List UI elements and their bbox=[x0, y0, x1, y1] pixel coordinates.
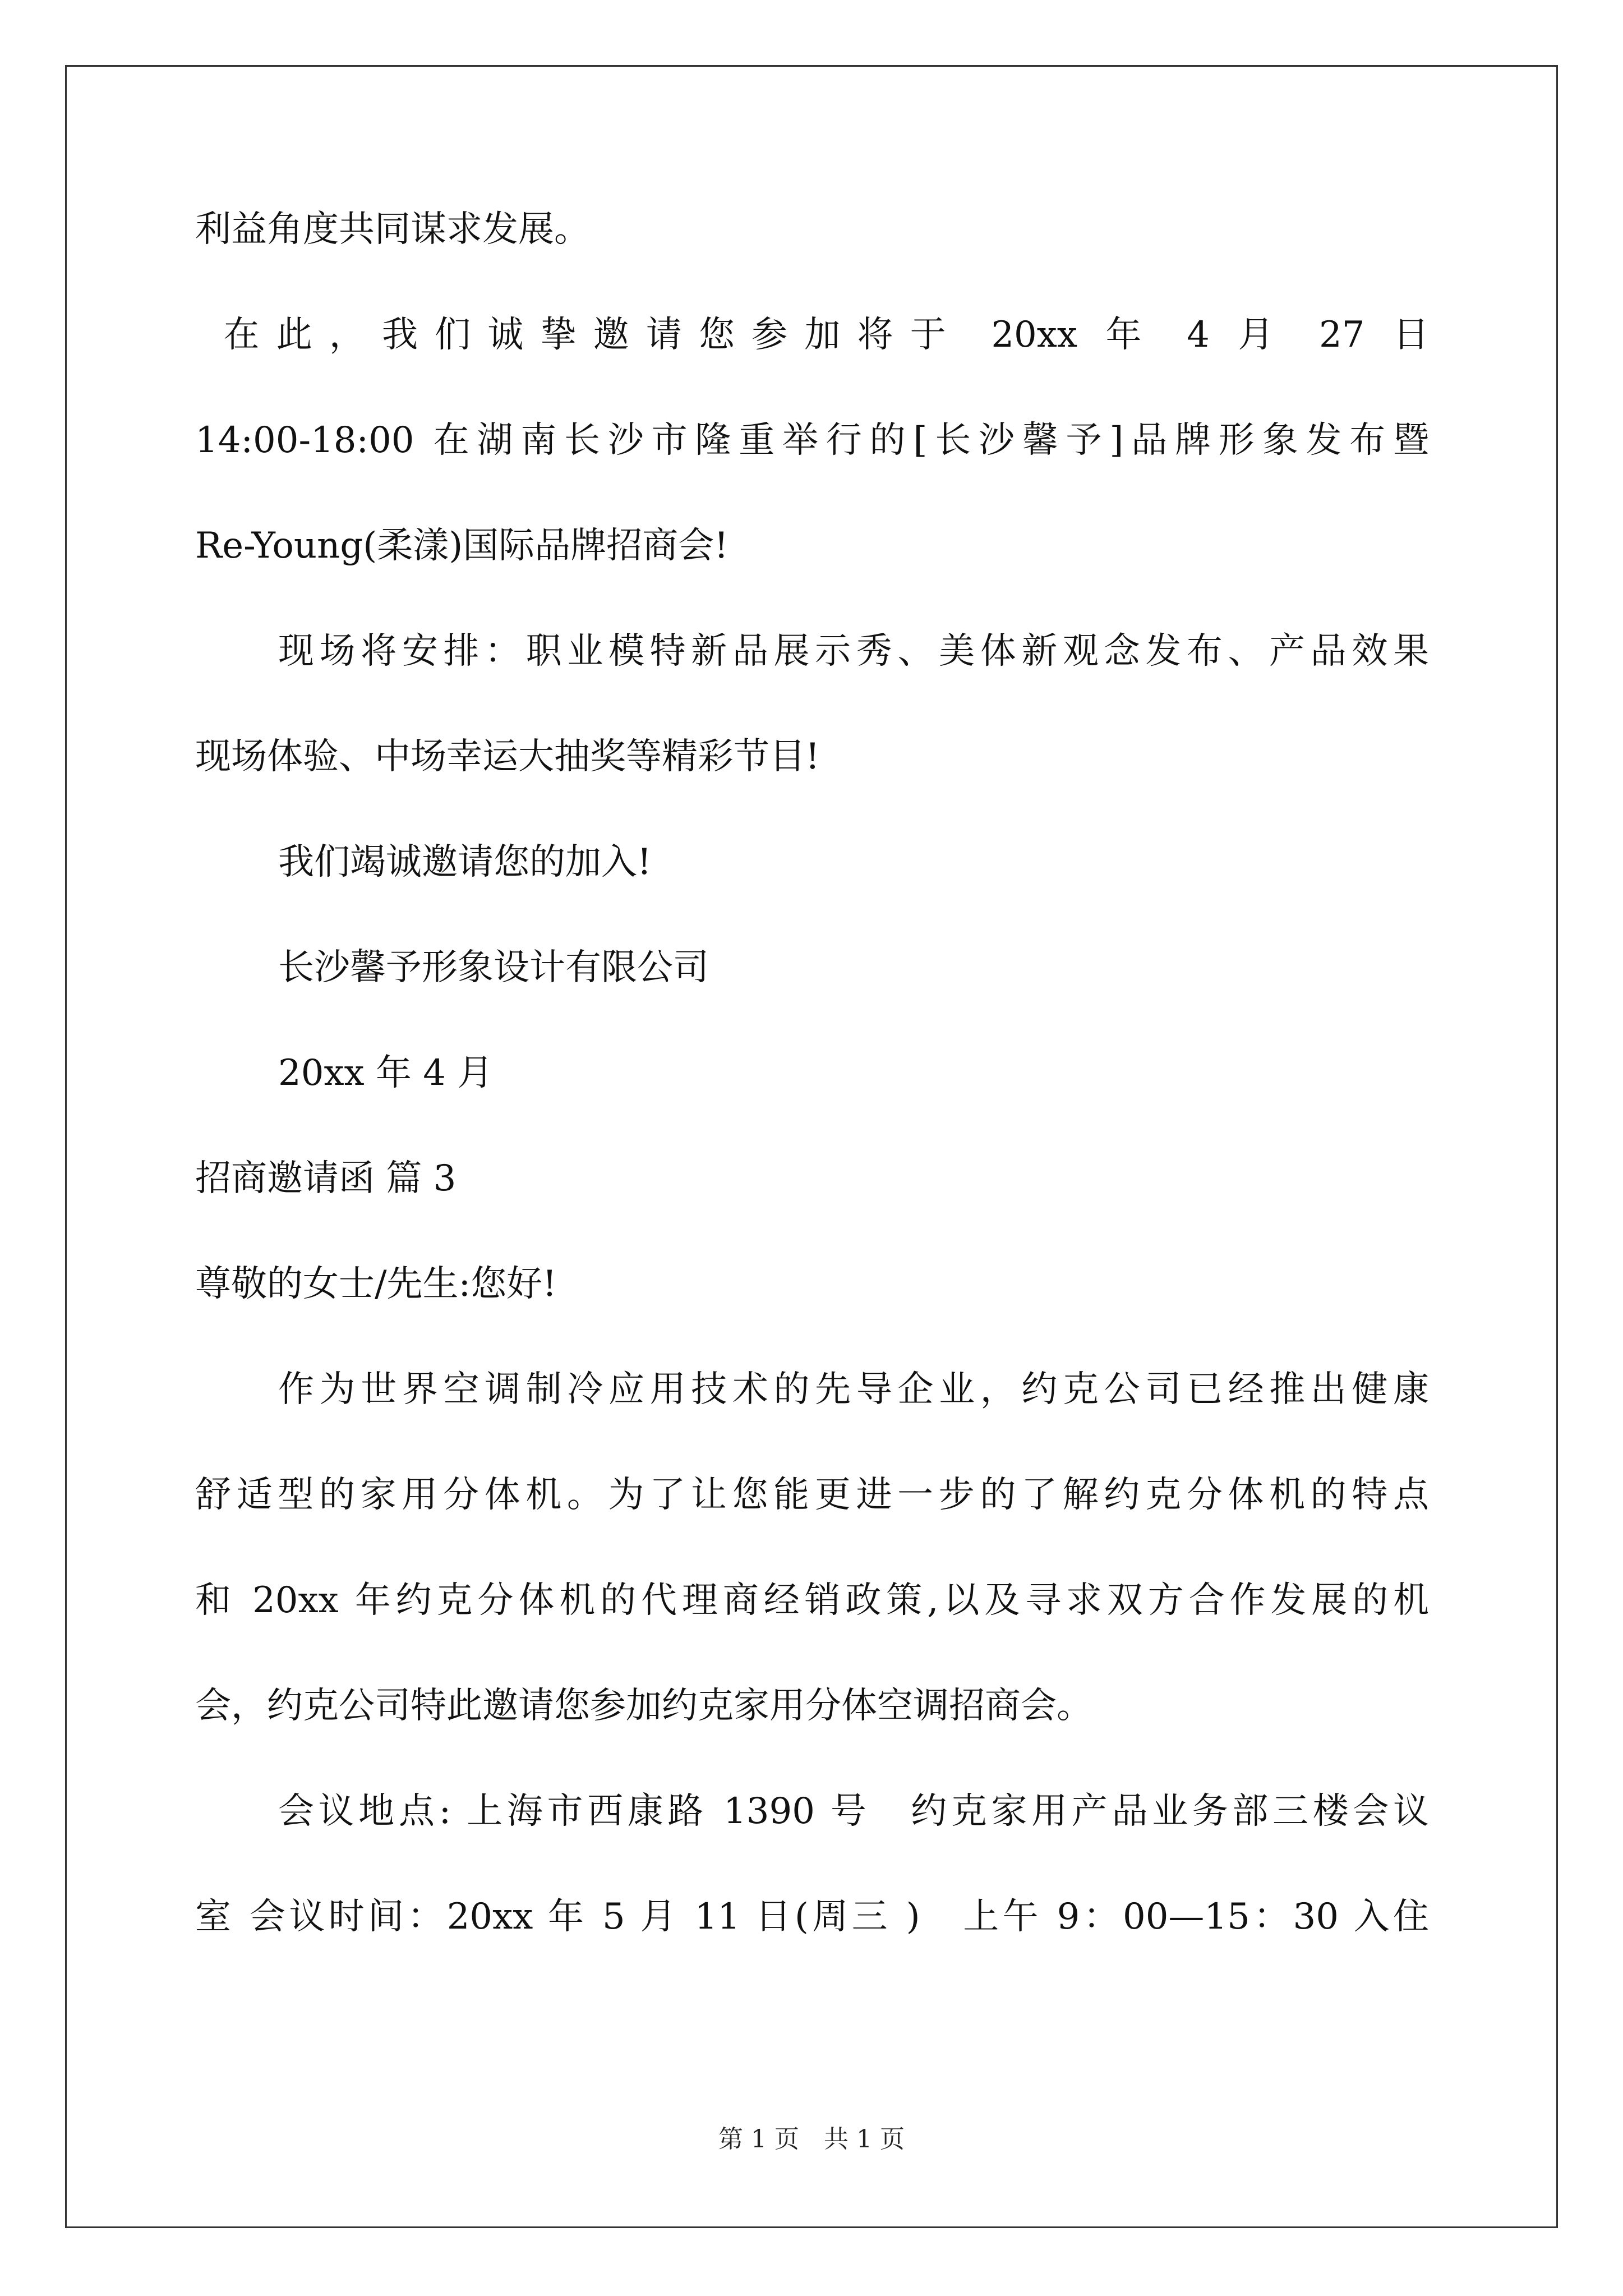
paragraph-line: 会议地点: 上海市西康路 1390 号 约克家用产品业务部三楼会议 bbox=[278, 1791, 1429, 1832]
paragraph-line: 14:00-18:00 在湖南长沙市隆重举行的[长沙馨予]品牌形象发布暨 bbox=[195, 420, 1429, 461]
paragraph-line: 利益角度共同谋求发展。 bbox=[195, 209, 590, 250]
paragraph-line: 舒适型的家用分体机。为了让您能更进一步的了解约克分体机的特点 bbox=[195, 1474, 1429, 1516]
paragraph-line: 我们竭诚邀请您的加入! bbox=[278, 841, 652, 883]
paragraph-line: 现场体验、中场幸运大抽奖等精彩节目! bbox=[195, 736, 820, 777]
paragraph-line: 作为世界空调制冷应用技术的先导企业，约克公司已经推出健康 bbox=[278, 1369, 1429, 1410]
page-footer: 第 1 页 共 1 页 bbox=[718, 2125, 905, 2154]
paragraph-line: 在此，我们诚挚邀请您参加将于 20xx 年 4 月 27 日 bbox=[195, 314, 1429, 356]
paragraph-line: 室 会议时间：20xx 年 5 月 11 日(周三 ) 上午 9：00—15：30 入住 bbox=[195, 1896, 1429, 1938]
paragraph-line: 现场将安排：职业模特新品展示秀、美体新观念发布、产品效果 bbox=[278, 631, 1429, 672]
signature-date: 20xx 年 4 月 bbox=[278, 1052, 494, 1094]
signature-company: 长沙馨予形象设计有限公司 bbox=[278, 947, 709, 988]
section-heading: 招商邀请函 篇 3 bbox=[195, 1158, 457, 1199]
paragraph-line: 和 20xx 年约克分体机的代理商经销政策,以及寻求双方合作发展的机 bbox=[195, 1580, 1429, 1621]
paragraph-line: 会，约克公司特此邀请您参加约克家用分体空调招商会。 bbox=[195, 1685, 1092, 1727]
salutation: 尊敬的女士/先生:您好! bbox=[195, 1263, 557, 1305]
paragraph-line: Re-Young(柔漾)国际品牌招商会! bbox=[195, 525, 728, 567]
